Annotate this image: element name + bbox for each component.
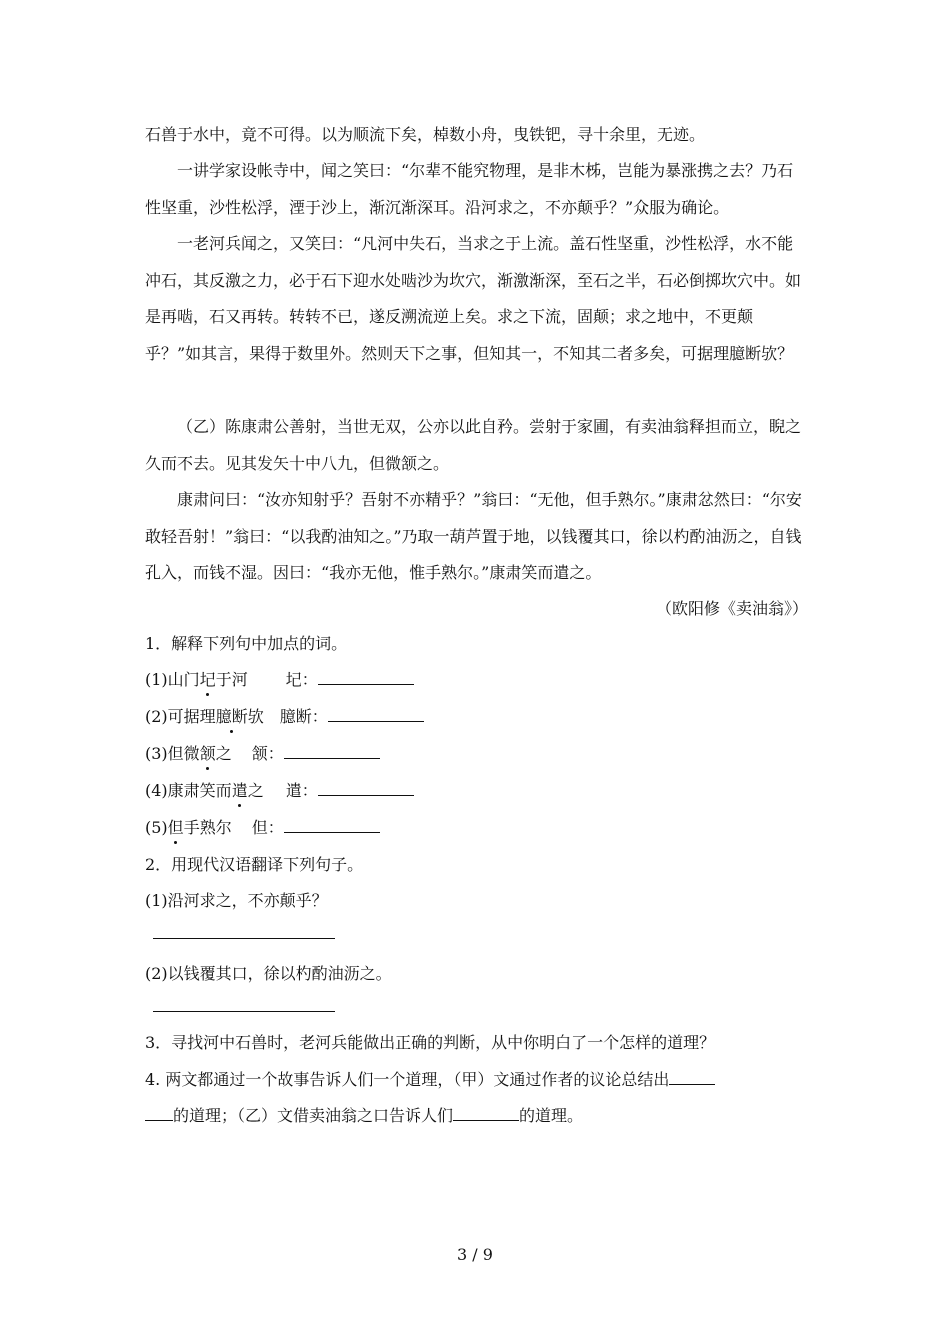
question-1-item-2: (2)可据理臆断欤 臆断： [145, 707, 424, 727]
question-3-title: 3．寻找河中石兽时，老河兵能做出正确的判断，从中你明白了一个怎样的道理？ [145, 1033, 716, 1052]
answer-line-1[interactable] [153, 924, 335, 944]
passage-source: （欧阳修《卖油翁》） [655, 599, 808, 618]
answer-blank[interactable] [318, 670, 414, 685]
passage-paragraph-4: （乙）陈康肃公善射，当世无双，公亦以此自矜。尝射于家圃，有卖油翁释担而立，睨之久而不去。见其发矢十中八九，但微颔之。 [145, 417, 802, 473]
answer-blank[interactable] [284, 744, 380, 759]
question-4-line-2: 的道理；（乙）文借卖油翁之口告诉人们 的道理。 [145, 1106, 583, 1126]
dotted-word: 遣 [231, 781, 248, 800]
dotted-word: 颔 [199, 744, 216, 763]
answer-blank[interactable] [145, 1106, 173, 1121]
question-1-item-5: (5)但手熟尔 但： [145, 818, 380, 838]
dotted-word: 圮 [199, 670, 216, 689]
passage-paragraph-3: 一老河兵闻之，又笑曰：“凡河中失石，当求之于上流。盖石性坚重，沙性松浮，水不能冲石，其反激之力，必于石下迎水处啮沙为坎穴，渐激渐深，至石之半，石必倒掷坎穴中。如是再啮，石又再转。转转不已，遂反溯流逆上矣。求之下流，固颠；求之地中，不更颠乎？”如其言，果得于数里外。然则天下之事，但知其一，不知其二者多矣，可据理臆断欤？ [145, 234, 802, 363]
question-2-title: 2．用现代汉语翻译下列句子。 [145, 855, 364, 874]
answer-blank[interactable] [284, 818, 380, 833]
answer-blank[interactable] [318, 781, 414, 796]
answer-blank[interactable] [453, 1106, 519, 1121]
passage-paragraph-5: 康肃问曰：“汝亦知射乎？吾射不亦精乎？”翁曰：“无他，但手熟尔。”康肃忿然曰：“尔安敢轻吾射！”翁曰：“以我酌油知之。”乃取一葫芦置于地，以钱覆其口，徐以杓酌油沥之，自钱孔入，而钱不湿。因曰：“我亦无他，惟手熟尔。”康肃笑而遣之。 [145, 490, 802, 582]
question-4-line-1: 4. 两文都通过一个故事告诉人们一个道理，（甲）文通过作者的议论总结出 [145, 1070, 715, 1090]
dotted-word: 臆断 [215, 707, 248, 726]
answer-blank[interactable] [328, 707, 424, 722]
question-1-item-3: (3)但微颔之 颔： [145, 744, 380, 764]
question-2-sentence-2: (2)以钱覆其口，徐以杓酌油沥之。 [145, 964, 392, 983]
dotted-word: 但 [167, 818, 184, 837]
question-1-item-1: (1)山门圮于河 圮： [145, 670, 414, 690]
page-number: 3 / 9 [457, 1245, 493, 1264]
question-1-item-4: (4)康肃笑而遣之 遣： [145, 781, 414, 801]
passage-paragraph-2: 一讲学家设帐寺中，闻之笑曰：“尔辈不能究物理，是非木柹，岂能为暴涨携之去？乃石性坚重，沙性松浮，湮于沙上，渐沉渐深耳。沿河求之，不亦颠乎？”众服为确论。 [145, 161, 794, 217]
answer-blank[interactable] [669, 1070, 715, 1085]
answer-line-2[interactable] [153, 997, 335, 1017]
question-2-sentence-1: (1)沿河求之，不亦颠乎？ [145, 891, 328, 910]
question-1-title: 1．解释下列句中加点的词。 [145, 634, 348, 653]
passage-paragraph-1: 石兽于水中，竟不可得。以为顺流下矣，棹数小舟，曳铁钯，寻十余里，无迹。 [145, 125, 706, 144]
